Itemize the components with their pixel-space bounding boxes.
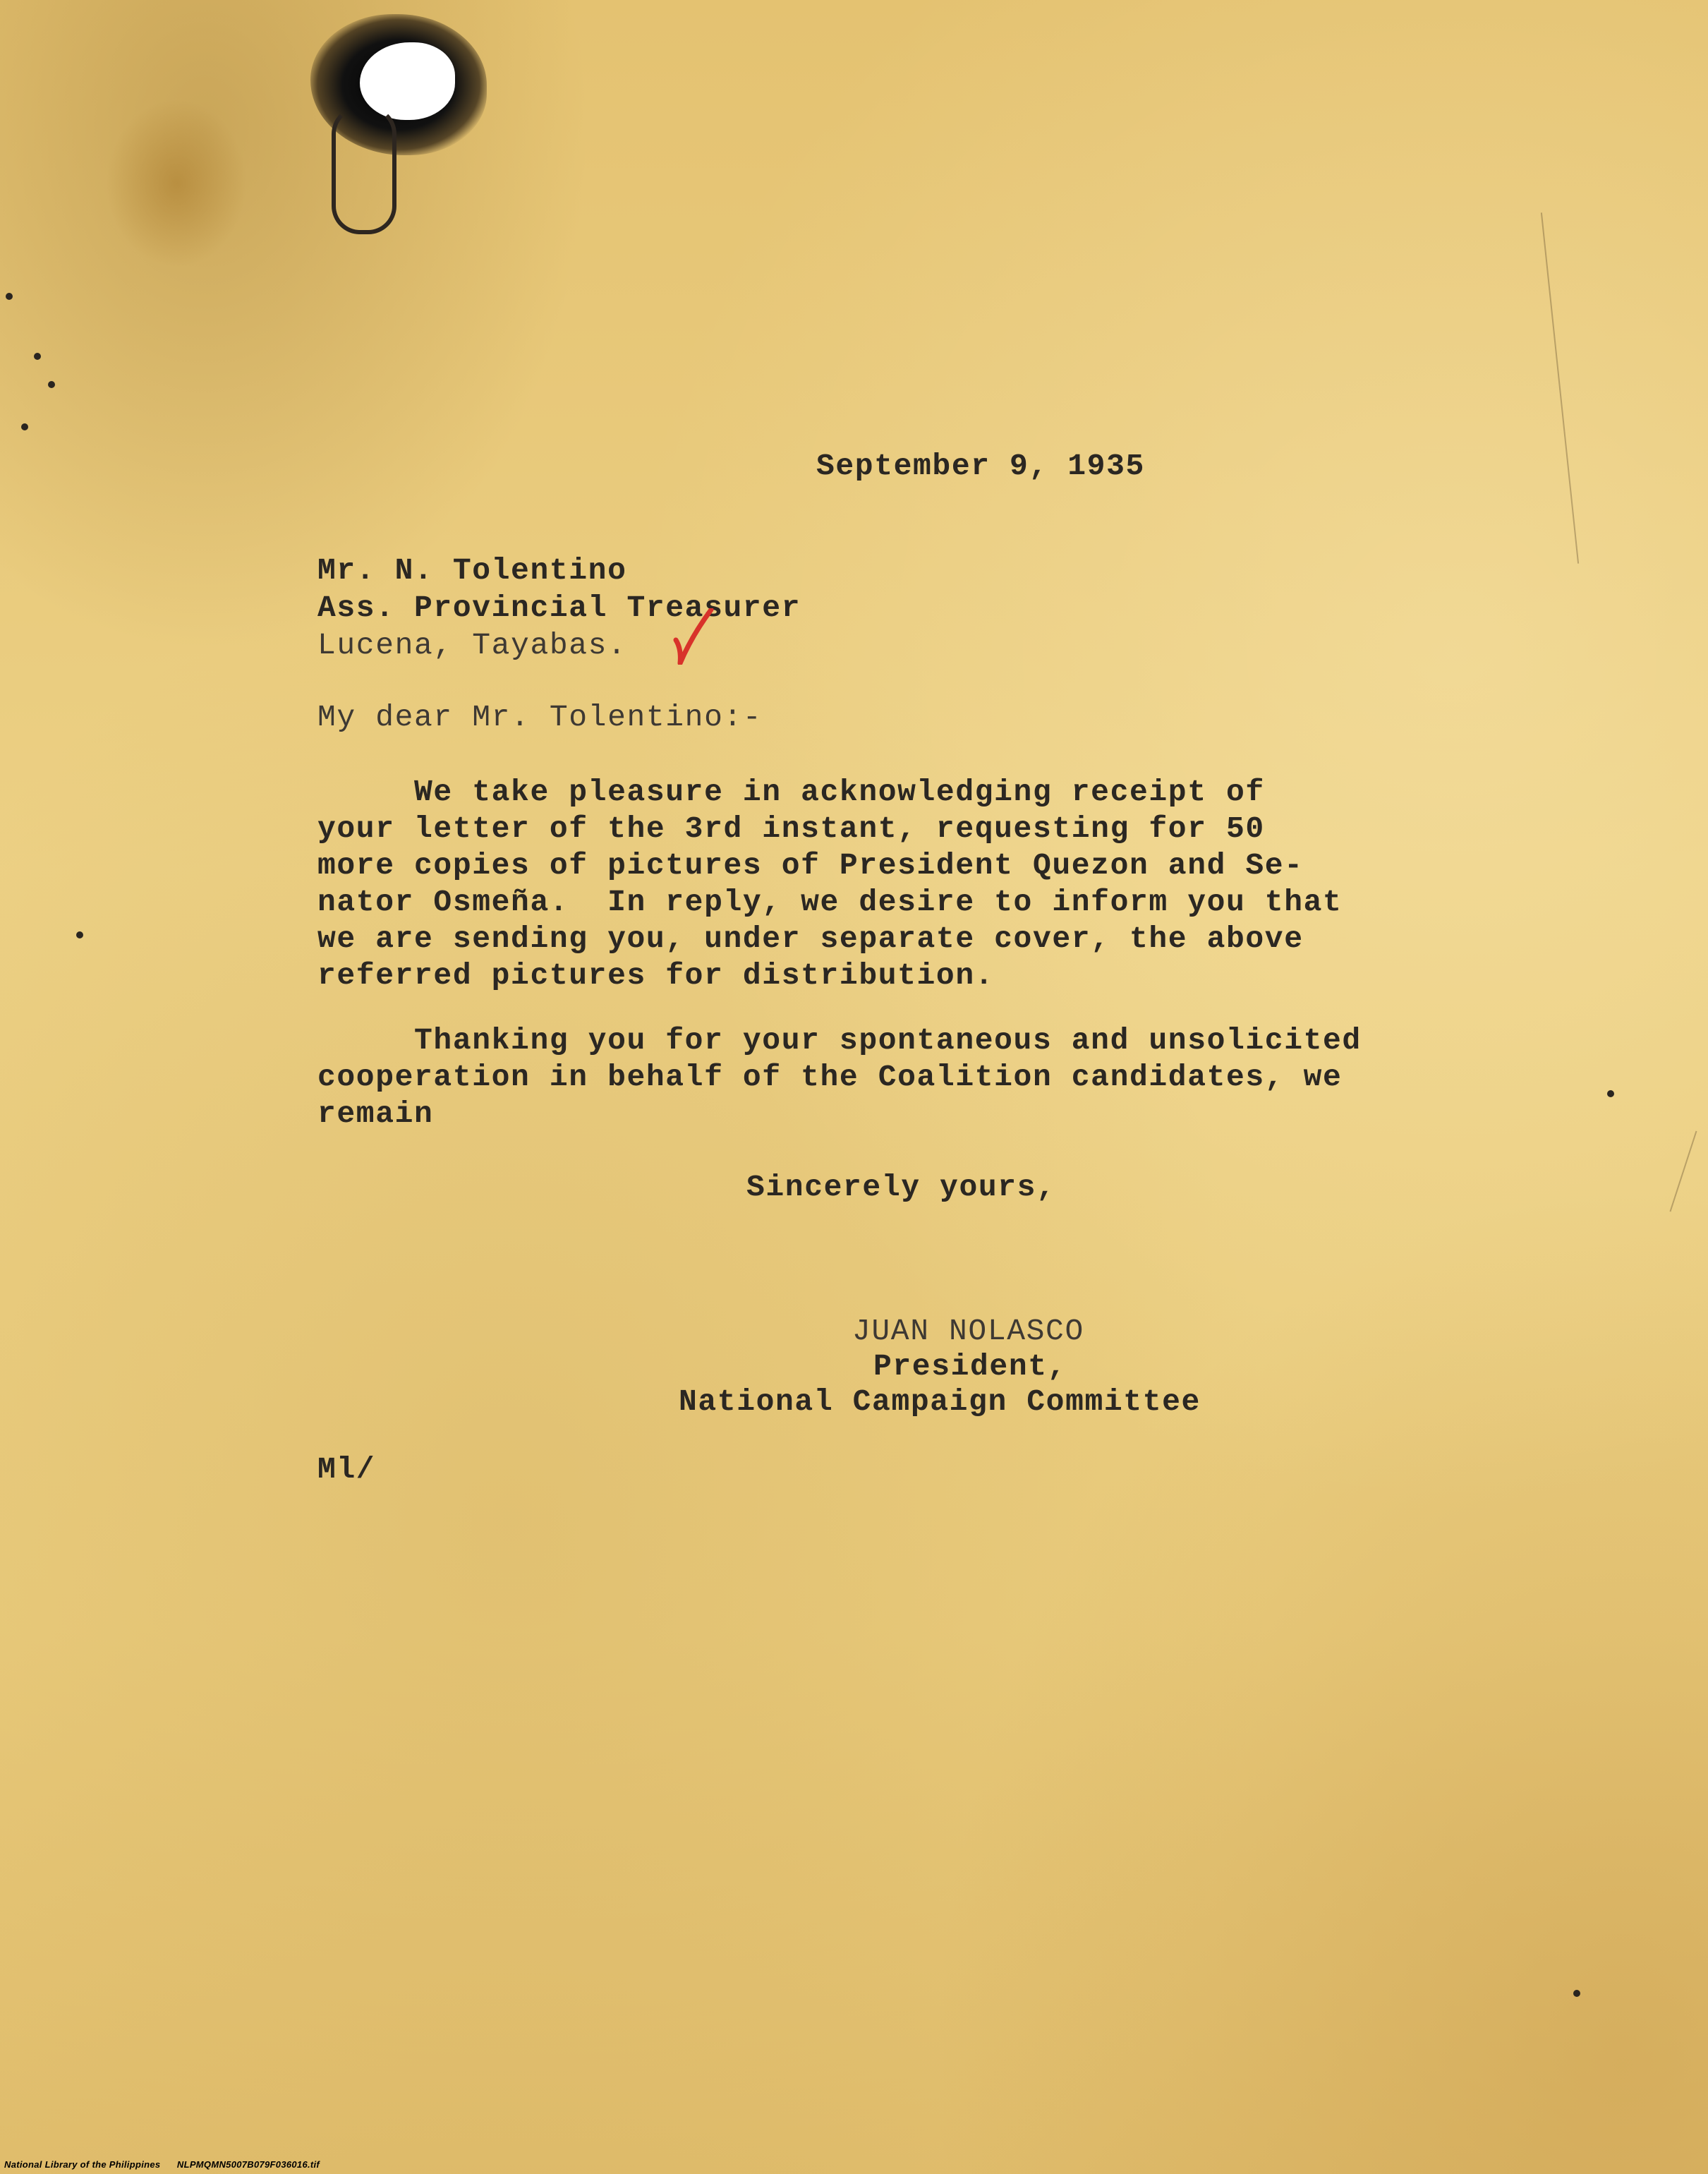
typist-initials: Ml/ (317, 1452, 376, 1487)
paragraph-1-line-1: We take pleasure in acknowledging receipt of (317, 775, 1265, 809)
paper-crease (1541, 212, 1579, 563)
edge-speck (21, 423, 28, 430)
water-stain (106, 99, 247, 268)
signer-name: JUAN NOLASCO (852, 1314, 1084, 1348)
paragraph-2-line-1: Thanking you for your spontaneous and unsolicited (317, 1023, 1362, 1058)
paragraph-1-line-3: more copies of pictures of President Quezon and Se- (317, 848, 1304, 883)
edge-speck (6, 293, 13, 300)
paragraph-1-line-5: we are sending you, under separate cover, the above (317, 922, 1304, 956)
edge-speck (76, 931, 83, 938)
paragraph-2-line-2: cooperation in behalf of the Coalition candidates, we (317, 1060, 1343, 1094)
salutation: My dear Mr. Tolentino:- (317, 700, 763, 735)
recipient-title: Ass. Provincial Treasurer (317, 591, 801, 625)
paragraph-1-line-4: nator Osmeña. In reply, we desire to inform you that (317, 885, 1343, 919)
edge-speck (34, 353, 41, 360)
archive-footer (4, 2159, 320, 2170)
recipient-address: Lucena, Tayabas. (317, 628, 627, 663)
recipient-name: Mr. N. Tolentino (317, 553, 627, 588)
archive-name: National Library of the Philippines (4, 2159, 161, 2170)
closing: Sincerely yours, (746, 1170, 1056, 1204)
paragraph-1-line-6: referred pictures for distribution. (317, 958, 995, 993)
letter-date: September 9, 1935 (816, 449, 1145, 483)
paragraph-1-line-2: your letter of the 3rd instant, requesting for 50 (317, 811, 1265, 846)
paragraph-2-line-3: remain (317, 1097, 434, 1131)
archive-filename: NLPMQMN5007B079F036016.tif (176, 2159, 320, 2170)
signer-title: President, (873, 1349, 1067, 1384)
signer-organization: National Campaign Committee (679, 1384, 1201, 1419)
paper-crease (1670, 1131, 1697, 1212)
edge-speck (1607, 1090, 1614, 1097)
edge-speck (48, 381, 55, 388)
red-check-mark (672, 608, 714, 665)
paper-clip-mark (332, 106, 396, 234)
edge-speck (1573, 1990, 1580, 1997)
